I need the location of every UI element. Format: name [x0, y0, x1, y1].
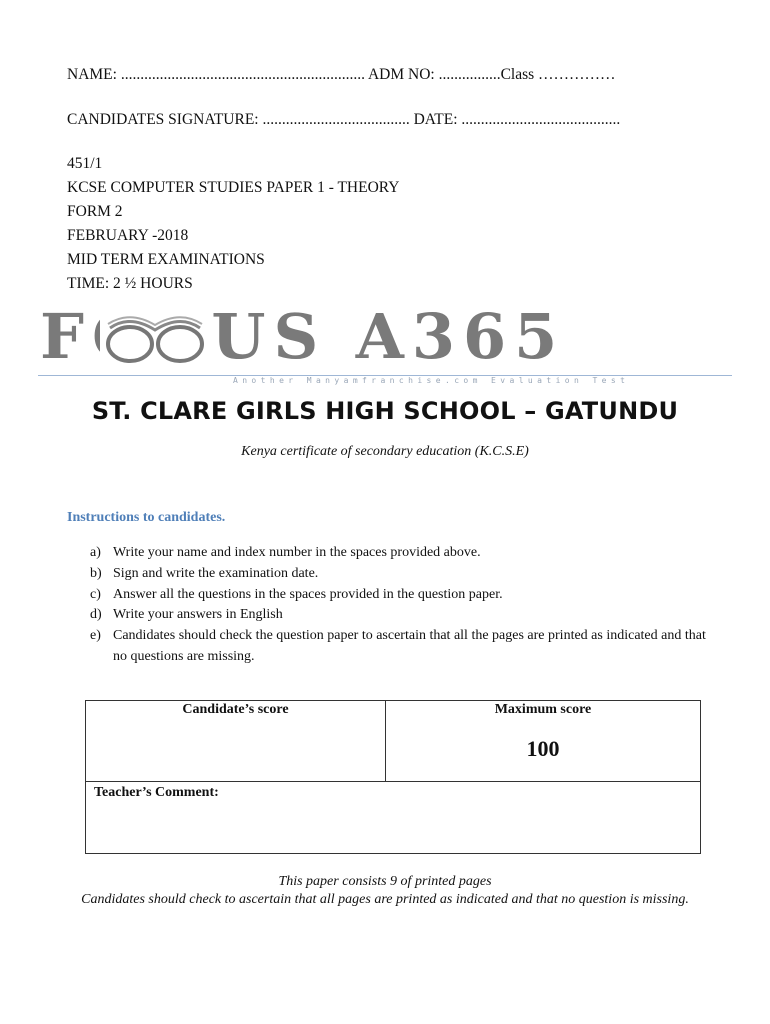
instruction-item: [90, 543, 720, 564]
logo-text: FOCUS A365: [40, 300, 566, 373]
exam-time: TIME: 2 ½ HOURS: [67, 275, 193, 292]
teacher-comment-label: Teacher’s Comment:: [94, 785, 219, 800]
score-table: [85, 700, 701, 854]
maximum-score-cell: [386, 701, 700, 782]
paper-code: 451/1: [67, 155, 103, 172]
maximum-score-value: 100: [526, 736, 560, 761]
instruction-item: [90, 585, 720, 606]
instruction-item: [90, 605, 720, 626]
instructions-heading: Instructions to candidates.: [67, 510, 226, 525]
instruction-letter: d): [90, 607, 102, 623]
goggles-icon: [100, 310, 210, 370]
focus-a365-logo: [38, 300, 732, 385]
instruction-letter: b): [90, 565, 102, 581]
instruction-letter: e): [90, 628, 101, 644]
instruction-letter: c): [90, 586, 101, 602]
logo-tagline: Another Manyamfranchise.com Evaluation Test: [233, 376, 630, 385]
instruction-item: [90, 626, 720, 668]
instruction-text: Write your name and index number in the spaces provided above.: [113, 545, 481, 560]
candidate-score-cell[interactable]: [86, 701, 386, 782]
name-adm-class-line: NAME: ............................................................... ADM NO: ................Class ……………: [67, 66, 616, 83]
form-level: FORM 2: [67, 203, 123, 220]
instruction-letter: a): [90, 545, 101, 560]
exam-date: FEBRUARY -2018: [67, 227, 189, 244]
instruction-text: Sign and write the examination date.: [113, 565, 319, 581]
exam-subtitle: Kenya certificate of secondary education (K.C.S.E): [241, 444, 529, 459]
instruction-text: Write your answers in English: [113, 607, 283, 623]
paper-title: KCSE COMPUTER STUDIES PAPER 1 - THEORY: [67, 179, 400, 196]
signature-date-line: CANDIDATES SIGNATURE: ...................................... DATE: .........................................: [67, 111, 621, 128]
exam-type: MID TERM EXAMINATIONS: [67, 251, 265, 268]
instruction-text: Answer all the questions in the spaces provided in the question paper.: [113, 586, 503, 602]
instruction-item: [90, 564, 720, 585]
candidate-score-header: Candidate’s score: [182, 702, 289, 717]
teacher-comment-cell[interactable]: [86, 782, 700, 853]
page-check-note: Candidates should check to ascertain that all pages are printed as indicated and that no question is missing.: [81, 892, 689, 907]
footer-note: [40, 873, 730, 909]
maximum-score-header: Maximum score: [494, 702, 592, 717]
instruction-text: Candidates should check the question paper to ascertain that all the pages are printed as indicated and that no questions are missing.: [113, 628, 706, 664]
instructions-list: [90, 543, 720, 668]
page-count-note: This paper consists 9 of printed pages: [278, 874, 492, 889]
school-name: ST. CLARE GIRLS HIGH SCHOOL – GATUNDU: [91, 397, 679, 425]
